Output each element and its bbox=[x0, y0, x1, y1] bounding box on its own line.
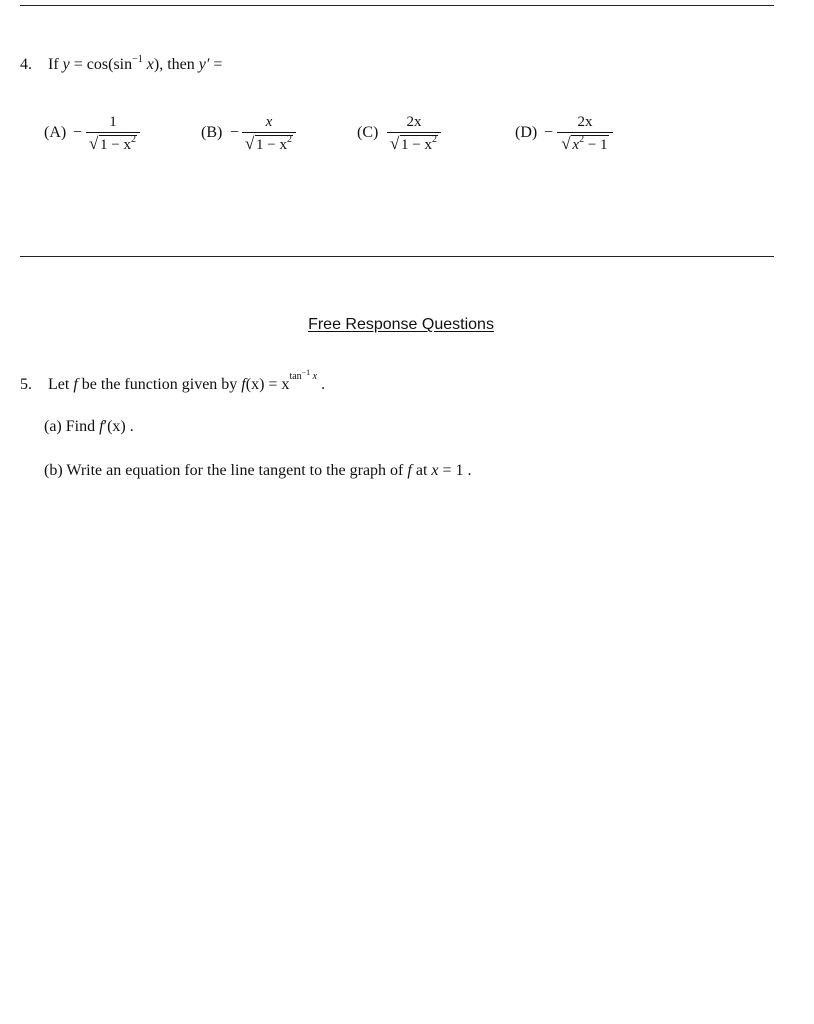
choice-a[interactable] bbox=[44, 112, 154, 164]
q4-equals-cos: = cos(sin bbox=[69, 56, 133, 73]
choice-label: (C) bbox=[357, 124, 379, 141]
question-5b: (b) Write an equation for the line tangent to the graph of f at x = 1 . bbox=[44, 462, 472, 479]
q4-y-prime: y′ bbox=[198, 56, 210, 73]
q4-equals-tail: = bbox=[209, 56, 223, 73]
q4-arg: x bbox=[142, 56, 154, 73]
question-5-stem: 5. Let f be the function given by $f(x) = x^{tan^{-1} x}$ . bbox=[20, 368, 326, 393]
fraction-denominator bbox=[387, 133, 441, 157]
fraction-denominator bbox=[242, 133, 296, 157]
q4-inverse-exponent: −1 bbox=[132, 54, 143, 65]
choice-d[interactable] bbox=[515, 112, 625, 164]
choice-fraction bbox=[387, 112, 441, 157]
radical-sign-icon: √ bbox=[390, 134, 400, 153]
radical-sign-icon: √ bbox=[89, 134, 99, 153]
question-number: 4. bbox=[20, 56, 32, 73]
fraction-denominator bbox=[557, 133, 613, 157]
function-definition: (x) = x bbox=[245, 376, 290, 393]
section-divider bbox=[20, 256, 774, 257]
choice-sign: − bbox=[544, 124, 554, 141]
fraction-numerator: x bbox=[265, 114, 273, 130]
choice-label: (A) bbox=[44, 124, 67, 141]
fraction-denominator bbox=[86, 133, 140, 157]
top-divider bbox=[20, 5, 774, 6]
fraction-numerator: 1 bbox=[109, 114, 117, 130]
exponent: tan−1 x bbox=[289, 368, 318, 382]
question-4-stem bbox=[20, 56, 222, 74]
function-f: f bbox=[73, 376, 78, 393]
fraction-numerator: 2x bbox=[406, 114, 422, 130]
choice-c[interactable] bbox=[357, 112, 467, 164]
q4-then: , then bbox=[159, 56, 199, 73]
choice-fraction bbox=[86, 112, 140, 157]
q4-close-paren: ) bbox=[153, 56, 160, 73]
radical: √ $x^2 - 1$ bbox=[561, 133, 608, 157]
q4-var-y: y bbox=[62, 56, 70, 73]
radical-sign-icon: √ bbox=[561, 134, 571, 153]
radical: √ $1 - x^2$ bbox=[245, 133, 293, 157]
choice-sign: − bbox=[73, 124, 83, 141]
question-5a: (a) Find f′(x) . bbox=[44, 418, 134, 435]
question-number: 5. bbox=[20, 376, 32, 393]
choice-fraction bbox=[242, 112, 296, 157]
choice-fraction bbox=[557, 112, 613, 157]
choice-b[interactable] bbox=[201, 112, 311, 164]
choice-sign: − bbox=[230, 124, 240, 141]
choice-label: (B) bbox=[201, 124, 223, 141]
section-title: Free Response Questions bbox=[308, 316, 494, 333]
q4-prefix: If bbox=[48, 56, 59, 73]
radical: √ $1 - x^2$ bbox=[390, 133, 438, 157]
fraction-numerator: 2x bbox=[577, 114, 593, 130]
radical: √ $1 - x^2$ bbox=[89, 133, 137, 157]
radical-sign-icon: √ bbox=[245, 134, 255, 153]
choice-label: (D) bbox=[515, 124, 538, 141]
